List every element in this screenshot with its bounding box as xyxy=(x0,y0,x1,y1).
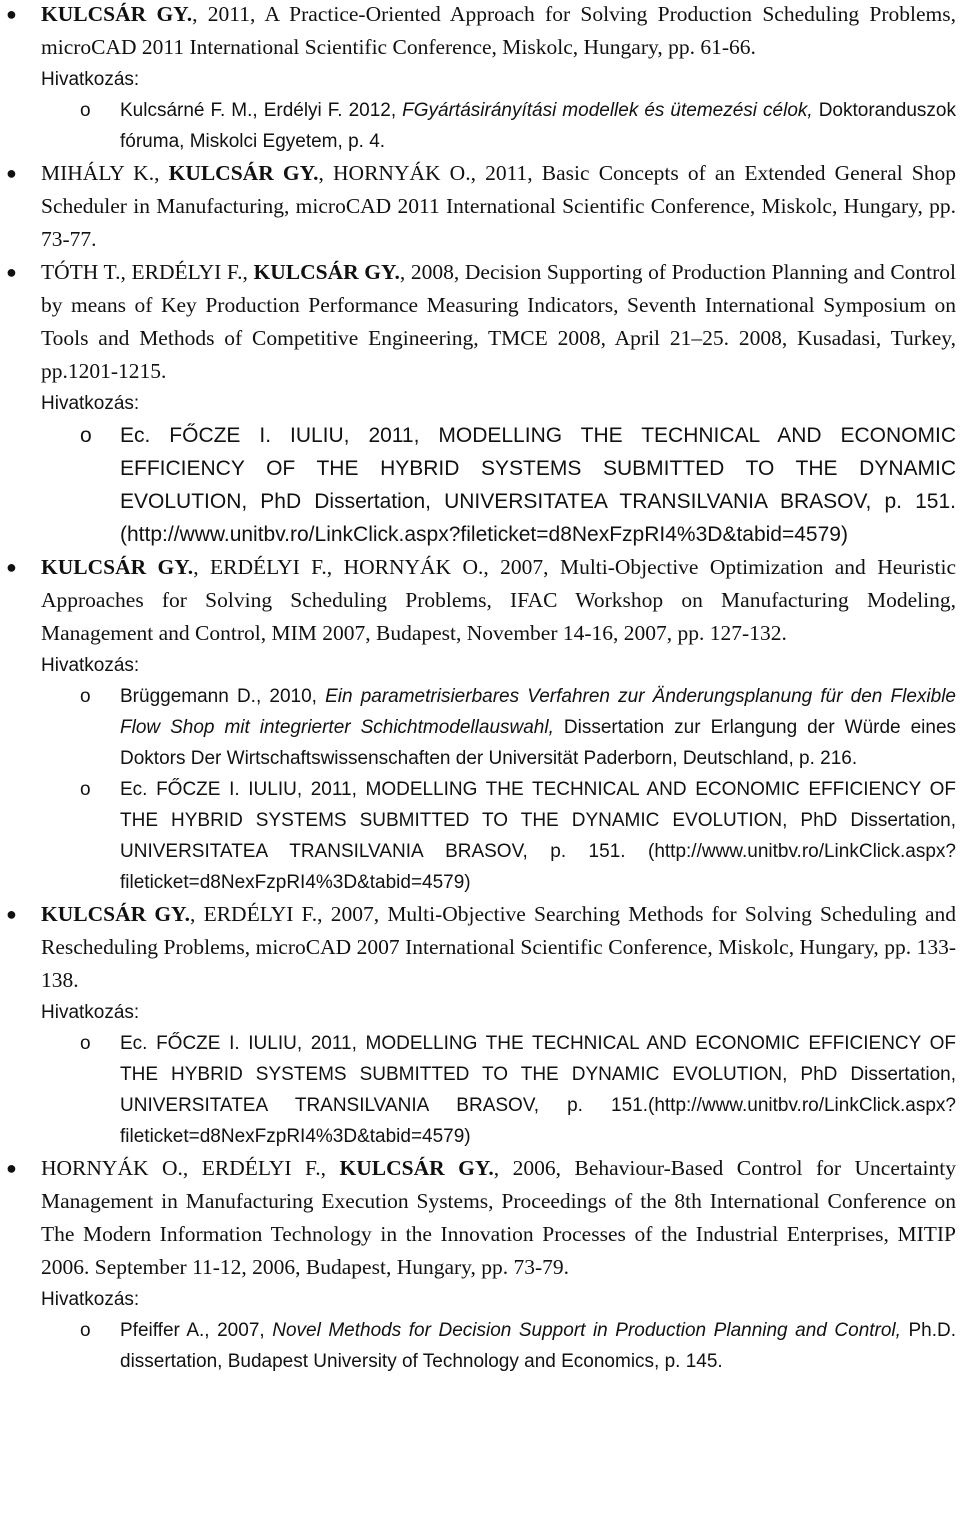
author-name: ERDÉLYI F. xyxy=(209,555,327,579)
author-name: KULCSÁR GY. xyxy=(253,260,400,284)
author-name: HORNYÁK O. xyxy=(333,161,471,185)
citation-author: Ec. FŐCZE I. IULIU, 2011, MODELLING THE TECHNICAL AND ECONOMIC EFFICIENCY OF THE HYBRID SYSTEMS SUBMITTED TO THE DYNAMIC EVOLUTION, PhD Dissertation, UNIVERSITATEA TRANSILVANIA BRASOV, p. 151. (http://www.unitbv.ro/LinkClick.aspx?fileticket=d8NexFzpRI4%3D&tabid=4579) xyxy=(120,424,956,546)
author-separator: , xyxy=(242,260,254,284)
author-name: ERDÉLYI F. xyxy=(201,1156,321,1180)
citation-item xyxy=(0,419,960,551)
circle-bullet-icon: o xyxy=(80,424,92,447)
author-separator: , xyxy=(189,902,204,926)
author-separator: , xyxy=(154,161,169,185)
author-name: KULCSÁR GY. xyxy=(339,1156,494,1180)
author-name: HORNYÁK O. xyxy=(343,555,484,579)
citation-item xyxy=(0,681,960,774)
author-separator: , xyxy=(320,1156,340,1180)
bullet-icon: ● xyxy=(6,557,17,577)
author-name: ERDÉLYI F. xyxy=(131,260,243,284)
publication-details: , 2011, A Practice-Oriented Approach for Solving Production Scheduling Problems, microCAD 2011 International Scientific Conference, Miskolc, Hungary, pp. 61-66. xyxy=(41,2,956,59)
citation-details: Ph.D. dissertation, Budapest University of Technology and Economics, p. 145. xyxy=(120,1320,957,1372)
citation-item xyxy=(0,95,960,157)
citation-details: Dissertation zur Erlangung der Würde eines Doktors Der Wirtschaftswissenschaften der Universität Paderborn, Deutschland, p. 216. xyxy=(120,717,957,769)
citation-item xyxy=(0,1315,960,1377)
circle-bullet-icon: o xyxy=(80,1320,91,1341)
publication-entry xyxy=(0,256,960,388)
author-separator: , xyxy=(182,1156,202,1180)
publication-entry xyxy=(0,551,960,650)
publication-details: , 2011, Basic Concepts of an Extended General Shop Scheduler in Manufacturing, microCAD 2011 International Scientific Conference, Miskolc, Hungary, pp. 73-77. xyxy=(41,161,957,251)
author-name: MIHÁLY K. xyxy=(41,161,155,185)
author-name: TÓTH T. xyxy=(41,260,121,284)
publication-details: , 2006, Behaviour-Based Control for Uncertainty Management in Manufacturing Execution Systems, Proceedings of the 8th International Conference on The Modern Information Technology in the Innovation Processes of the Industrial Enterprises, MITIP 2006. September 11-12, 2006, Budapest, Hungary, pp. 73-79. xyxy=(41,1156,956,1279)
citations-label: Hivatkozás: xyxy=(41,1002,140,1023)
citation-author: Pfeiffer A., 2007, xyxy=(120,1320,265,1341)
publication-details: , 2008, Decision Supporting of Production Planning and Control by means of Key Production Performance Measuring Indicators, Seventh International Symposium on Tools and Methods of Competitive Engineering, TMCE 2008, April 21–25. 2008, Kusadasi, Turkey, pp.1201-1215. xyxy=(41,260,957,383)
author-separator: , xyxy=(326,555,344,579)
publication-details: , 2007, Multi-Objective Optimization and Heuristic Approaches for Solving Scheduling Problems, IFAC Workshop on Manufacturing Modeling, Management and Control, MIM 2007, Budapest, November 14-16, 2007, pp. 127-132. xyxy=(41,555,956,645)
publication-entry xyxy=(0,1152,960,1284)
author-separator: , xyxy=(193,555,210,579)
circle-bullet-icon: o xyxy=(80,1033,91,1054)
publication-entry xyxy=(0,898,960,997)
publication-details: , 2007, Multi-Objective Searching Methods for Solving Scheduling and Rescheduling Problems, microCAD 2007 International Scientific Conference, Miskolc, Hungary, pp. 133-138. xyxy=(41,902,956,992)
bullet-icon: ● xyxy=(6,262,17,282)
author-name: KULCSÁR GY. xyxy=(41,555,194,579)
author-separator: , xyxy=(120,260,132,284)
author-separator: , xyxy=(318,161,334,185)
circle-bullet-icon: o xyxy=(80,100,91,121)
citation-title: FGyártásirányítási modellek és ütemezési célok, xyxy=(402,100,813,121)
publication-entry xyxy=(0,157,960,256)
citation-details: Doktoranduszok fóruma, Miskolci Egyetem, p. 4. xyxy=(120,100,956,152)
citations-label: Hivatkozás: xyxy=(41,393,140,414)
citations-label: Hivatkozás: xyxy=(41,1289,140,1310)
publication-entry xyxy=(0,0,960,64)
author-name: KULCSÁR GY. xyxy=(41,2,193,26)
citation-title: Ein parametrisierbares Verfahren zur Änderungsplanung für den Flexible Flow Shop mit integrierter Schichtmodellauswahl, xyxy=(120,686,956,738)
bullet-icon: ● xyxy=(6,904,17,924)
citation-author: Ec. FŐCZE I. IULIU, 2011, MODELLING THE TECHNICAL AND ECONOMIC EFFICIENCY OF THE HYBRID SYSTEMS SUBMITTED TO THE DYNAMIC EVOLUTION, PhD Dissertation, UNIVERSITATEA TRANSILVANIA BRASOV, p. 151. (http://www.unitbv.ro/LinkClick.aspx?fileticket=d8NexFzpRI4%3D&tabid=4579) xyxy=(120,779,956,893)
citation-author: Brüggemann D., 2010, xyxy=(120,686,317,707)
circle-bullet-icon: o xyxy=(80,686,91,707)
citation-author: Ec. FŐCZE I. IULIU, 2011, MODELLING THE TECHNICAL AND ECONOMIC EFFICIENCY OF THE HYBRID SYSTEMS SUBMITTED TO THE DYNAMIC EVOLUTION, PhD Dissertation, UNIVERSITATEA TRANSILVANIA BRASOV, p. 151.(http://www.unitbv.ro/LinkClick.aspx?fileticket=d8NexFzpRI4%3D&tabid=4579) xyxy=(120,1033,956,1147)
author-name: HORNYÁK O. xyxy=(41,1156,183,1180)
citations-label: Hivatkozás: xyxy=(41,655,140,676)
citation-title: Novel Methods for Decision Support in Production Planning and Control, xyxy=(272,1320,901,1341)
bullet-icon: ● xyxy=(6,1158,17,1178)
author-name: KULCSÁR GY. xyxy=(168,161,319,185)
citation-author: Kulcsárné F. M., Erdélyi F. 2012, xyxy=(120,100,397,121)
citation-item xyxy=(0,774,960,898)
citations-label: Hivatkozás: xyxy=(41,69,140,90)
bullet-icon: ● xyxy=(6,4,17,24)
author-name: ERDÉLYI F. xyxy=(203,902,318,926)
circle-bullet-icon: o xyxy=(80,779,91,800)
citation-item xyxy=(0,1028,960,1152)
bullet-icon: ● xyxy=(6,163,17,183)
author-name: KULCSÁR GY. xyxy=(41,902,190,926)
